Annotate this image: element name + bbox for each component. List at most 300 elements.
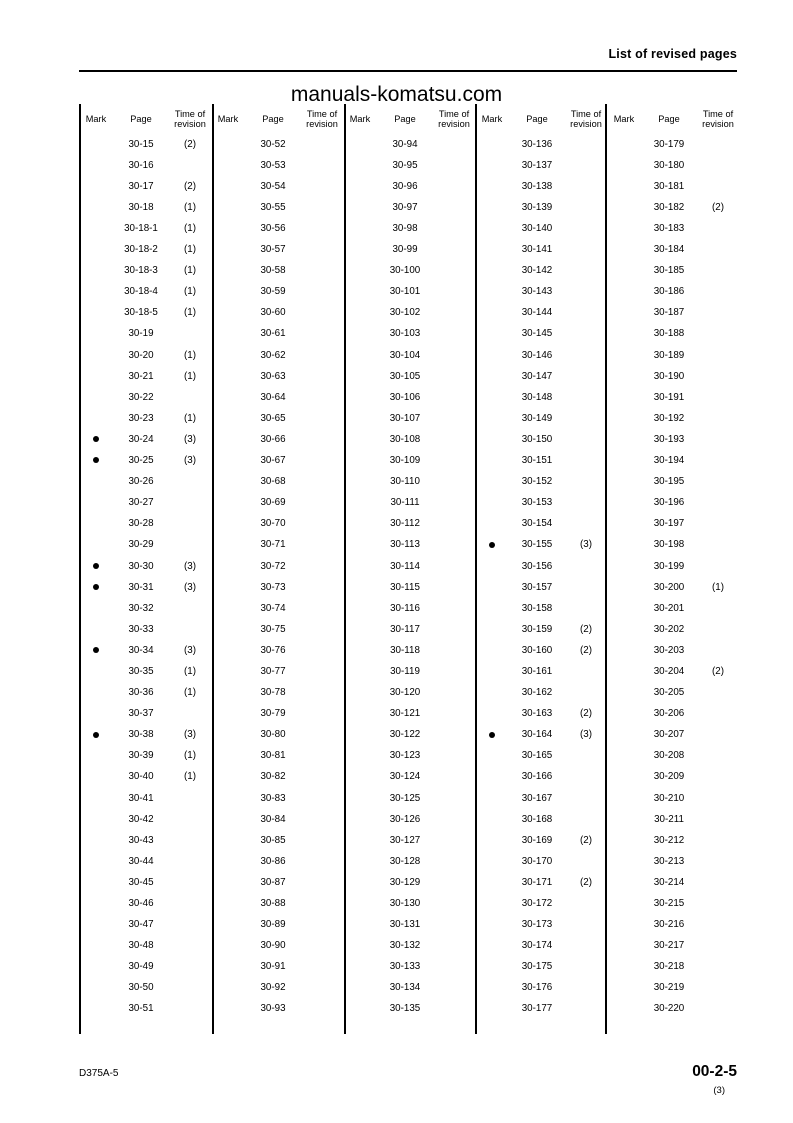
cell-time-of-revision: (1) <box>184 349 196 361</box>
cell-page-number: 30-120 <box>389 687 421 699</box>
table-row <box>79 978 739 999</box>
column-group-separator-1 <box>212 104 214 1034</box>
cell-time-of-revision <box>433 872 475 893</box>
cell-mark-empty <box>607 514 641 535</box>
cell-mark-empty <box>475 640 509 661</box>
table-row <box>79 872 739 893</box>
cell-mark-empty <box>79 893 113 914</box>
cell-mark-empty <box>607 239 641 260</box>
cell-page-number: 30-27 <box>128 497 154 509</box>
cell-mark-empty <box>343 746 377 767</box>
cell-mark-empty <box>607 682 641 703</box>
cell-mark-empty <box>475 619 509 640</box>
header-page-3: Page <box>394 113 416 124</box>
cell-page-number: 30-193 <box>653 433 685 445</box>
table-row <box>79 366 739 387</box>
cell-page-number: 30-145 <box>521 328 553 340</box>
header-page-1: Page <box>130 113 152 124</box>
cell-page-number: 30-142 <box>521 265 553 277</box>
cell-mark-empty <box>79 535 113 556</box>
header-mark-1: Mark <box>85 113 107 124</box>
cell-mark-empty <box>211 788 245 809</box>
cell-page-number: 30-176 <box>521 982 553 994</box>
cell-time-of-revision <box>565 851 607 872</box>
cell-time-of-revision <box>169 830 211 851</box>
cell-time-of-revision <box>697 640 739 661</box>
cell-page-number: 30-173 <box>521 919 553 931</box>
table-row <box>79 914 739 935</box>
cell-page-number: 30-138 <box>521 180 553 192</box>
cell-time-of-revision <box>169 914 211 935</box>
cell-time-of-revision <box>301 155 343 176</box>
cell-mark-empty <box>79 303 113 324</box>
cell-time-of-revision: (1) <box>184 223 196 235</box>
cell-page-number: 30-94 <box>392 138 418 150</box>
cell-mark-empty <box>79 682 113 703</box>
cell-time-of-revision: (3) <box>184 581 196 593</box>
cell-time-of-revision <box>697 535 739 556</box>
cell-time-of-revision <box>433 788 475 809</box>
cell-mark-empty <box>607 218 641 239</box>
cell-mark-empty <box>211 282 245 303</box>
cell-page-number: 30-158 <box>521 602 553 614</box>
cell-page-number: 30-45 <box>128 876 154 888</box>
cell-page-number: 30-46 <box>128 898 154 910</box>
cell-mark-empty <box>79 387 113 408</box>
cell-mark-empty <box>343 767 377 788</box>
cell-mark-empty <box>211 450 245 471</box>
cell-time-of-revision <box>433 366 475 387</box>
cell-time-of-revision <box>301 746 343 767</box>
cell-time-of-revision <box>169 957 211 978</box>
table-row <box>79 809 739 830</box>
cell-time-of-revision <box>433 218 475 239</box>
cell-page-number: 30-124 <box>389 771 421 783</box>
cell-page-number: 30-210 <box>653 792 685 804</box>
cell-time-of-revision <box>697 682 739 703</box>
cell-mark-empty <box>343 282 377 303</box>
header-mark-2: Mark <box>217 113 239 124</box>
cell-time-of-revision <box>697 239 739 260</box>
cell-mark-empty <box>211 303 245 324</box>
cell-mark-empty <box>607 978 641 999</box>
cell-page-number: 30-102 <box>389 307 421 319</box>
cell-page-number: 30-29 <box>128 539 154 551</box>
cell-page-number: 30-57 <box>260 244 286 256</box>
cell-mark-empty <box>343 429 377 450</box>
header-page-4: Page <box>526 113 548 124</box>
table-row <box>79 303 739 324</box>
cell-page-number: 30-18-2 <box>124 244 158 256</box>
cell-mark-empty <box>475 239 509 260</box>
cell-mark-empty <box>79 809 113 830</box>
table-row <box>79 472 739 493</box>
cell-page-number: 30-143 <box>521 286 553 298</box>
cell-page-number: 30-199 <box>653 560 685 572</box>
cell-time-of-revision <box>433 514 475 535</box>
cell-time-of-revision <box>301 218 343 239</box>
cell-mark-empty <box>475 176 509 197</box>
cell-mark-empty <box>475 366 509 387</box>
cell-time-of-revision <box>433 725 475 746</box>
cell-time-of-revision: (3) <box>184 644 196 656</box>
cell-page-number: 30-171 <box>521 876 553 888</box>
table-row <box>79 999 739 1020</box>
cell-mark-empty <box>607 324 641 345</box>
cell-mark-empty <box>475 450 509 471</box>
cell-time-of-revision <box>301 999 343 1020</box>
cell-mark-empty <box>343 682 377 703</box>
cell-mark-empty <box>211 893 245 914</box>
header-time-line2: revision <box>570 119 602 129</box>
cell-page-number: 30-185 <box>653 265 685 277</box>
cell-mark-empty <box>475 577 509 598</box>
cell-mark-empty <box>343 872 377 893</box>
cell-page-number: 30-211 <box>654 813 684 825</box>
cell-mark-empty <box>79 661 113 682</box>
cell-mark-empty <box>475 324 509 345</box>
cell-page-number: 30-92 <box>260 982 286 994</box>
cell-time-of-revision <box>301 493 343 514</box>
watermark-text: manuals-komatsu.com <box>290 83 503 106</box>
table-row <box>79 830 739 851</box>
table-row <box>79 725 739 746</box>
cell-page-number: 30-77 <box>260 665 286 677</box>
cell-time-of-revision: (1) <box>184 244 196 256</box>
cell-mark-empty <box>211 598 245 619</box>
cell-page-number: 30-67 <box>260 455 286 467</box>
cell-mark-empty <box>343 619 377 640</box>
cell-page-number: 30-48 <box>128 940 154 952</box>
table-row <box>79 324 739 345</box>
cell-time-of-revision <box>697 893 739 914</box>
cell-time-of-revision <box>697 261 739 282</box>
cell-mark-empty <box>343 493 377 514</box>
cell-page-number: 30-30 <box>128 560 154 572</box>
cell-mark-empty <box>343 725 377 746</box>
cell-page-number: 30-198 <box>653 539 685 551</box>
cell-mark-empty <box>607 725 641 746</box>
cell-time-of-revision <box>169 598 211 619</box>
header-mark-3: Mark <box>349 113 371 124</box>
filled-circle-icon <box>93 732 99 738</box>
cell-page-number: 30-149 <box>521 412 553 424</box>
cell-time-of-revision <box>433 450 475 471</box>
cell-mark-empty <box>607 261 641 282</box>
cell-page-number: 30-23 <box>128 412 154 424</box>
cell-mark-empty <box>79 704 113 725</box>
cell-mark-empty <box>475 155 509 176</box>
cell-page-number: 30-155 <box>521 539 553 551</box>
cell-mark-empty <box>343 239 377 260</box>
column-group-separator-2 <box>344 104 346 1034</box>
cell-page-number: 30-183 <box>653 223 685 235</box>
cell-mark-empty <box>607 282 641 303</box>
cell-mark-empty <box>607 914 641 935</box>
cell-time-of-revision: (1) <box>184 771 196 783</box>
cell-mark-empty <box>211 429 245 450</box>
cell-page-number: 30-215 <box>653 898 685 910</box>
cell-mark-empty <box>343 999 377 1020</box>
cell-time-of-revision: (1) <box>712 581 724 593</box>
cell-time-of-revision <box>697 282 739 303</box>
cell-mark-empty <box>607 746 641 767</box>
table-row <box>79 197 739 218</box>
cell-page-number: 30-32 <box>128 602 154 614</box>
revision-mark-dot <box>475 535 509 556</box>
cell-time-of-revision <box>565 134 607 155</box>
cell-mark-empty <box>211 366 245 387</box>
cell-page-number: 30-51 <box>128 1003 154 1015</box>
cell-mark-empty <box>79 830 113 851</box>
cell-page-number: 30-151 <box>521 455 553 467</box>
table-row <box>79 239 739 260</box>
cell-time-of-revision <box>433 598 475 619</box>
table-row <box>79 767 739 788</box>
cell-time-of-revision <box>565 999 607 1020</box>
cell-time-of-revision: (1) <box>184 201 196 213</box>
cell-mark-empty <box>607 788 641 809</box>
cell-time-of-revision <box>169 851 211 872</box>
cell-page-number: 30-81 <box>260 750 286 762</box>
cell-mark-empty <box>475 788 509 809</box>
cell-time-of-revision <box>301 619 343 640</box>
cell-page-number: 30-59 <box>260 286 286 298</box>
cell-mark-empty <box>607 303 641 324</box>
table-header-row <box>79 104 739 134</box>
cell-mark-empty <box>79 239 113 260</box>
cell-mark-empty <box>607 809 641 830</box>
cell-time-of-revision <box>433 472 475 493</box>
cell-mark-empty <box>607 704 641 725</box>
revision-mark-dot <box>79 725 113 746</box>
cell-time-of-revision <box>697 999 739 1020</box>
cell-time-of-revision <box>697 830 739 851</box>
cell-time-of-revision: (2) <box>712 201 724 213</box>
cell-time-of-revision <box>565 450 607 471</box>
cell-page-number: 30-182 <box>653 201 685 213</box>
cell-page-number: 30-105 <box>389 370 421 382</box>
header-time-of-revision-2 <box>301 104 343 134</box>
column-group-separator-3 <box>475 104 477 1034</box>
cell-mark-empty <box>343 472 377 493</box>
cell-mark-empty <box>607 197 641 218</box>
cell-time-of-revision: (3) <box>184 729 196 741</box>
cell-mark-empty <box>211 324 245 345</box>
cell-time-of-revision <box>301 914 343 935</box>
cell-mark-empty <box>475 872 509 893</box>
cell-page-number: 30-191 <box>653 391 685 403</box>
cell-time-of-revision <box>697 936 739 957</box>
cell-time-of-revision <box>433 999 475 1020</box>
table-row <box>79 704 739 725</box>
cell-time-of-revision <box>169 788 211 809</box>
cell-mark-empty <box>79 598 113 619</box>
cell-mark-empty <box>211 535 245 556</box>
cell-page-number: 30-135 <box>389 1003 421 1015</box>
cell-page-number: 30-41 <box>128 792 154 804</box>
filled-circle-icon <box>93 563 99 569</box>
cell-time-of-revision: (3) <box>184 455 196 467</box>
cell-mark-empty <box>607 450 641 471</box>
cell-mark-empty <box>211 725 245 746</box>
list-of-revised-pages-table <box>79 104 739 1020</box>
table-row <box>79 134 739 155</box>
cell-mark-empty <box>79 282 113 303</box>
cell-time-of-revision <box>565 493 607 514</box>
cell-time-of-revision <box>697 978 739 999</box>
cell-time-of-revision: (2) <box>580 876 592 888</box>
cell-time-of-revision: (1) <box>184 750 196 762</box>
cell-mark-empty <box>211 239 245 260</box>
cell-mark-empty <box>607 493 641 514</box>
cell-page-number: 30-15 <box>128 138 154 150</box>
cell-page-number: 30-62 <box>260 349 286 361</box>
cell-page-number: 30-139 <box>521 201 553 213</box>
cell-time-of-revision <box>301 197 343 218</box>
cell-mark-empty <box>343 303 377 324</box>
cell-page-number: 30-217 <box>653 940 685 952</box>
cell-time-of-revision <box>697 598 739 619</box>
cell-mark-empty <box>343 809 377 830</box>
cell-page-number: 30-123 <box>389 750 421 762</box>
table-row <box>79 345 739 366</box>
cell-time-of-revision <box>301 514 343 535</box>
cell-page-number: 30-175 <box>521 961 553 973</box>
cell-mark-empty <box>79 472 113 493</box>
cell-mark-empty <box>607 957 641 978</box>
cell-time-of-revision <box>301 830 343 851</box>
cell-mark-empty <box>475 809 509 830</box>
cell-mark-empty <box>79 176 113 197</box>
cell-time-of-revision <box>565 978 607 999</box>
cell-time-of-revision <box>433 957 475 978</box>
cell-page-number: 30-40 <box>128 771 154 783</box>
cell-time-of-revision <box>433 303 475 324</box>
cell-mark-empty <box>607 661 641 682</box>
cell-mark-empty <box>343 535 377 556</box>
cell-page-number: 30-56 <box>260 223 286 235</box>
cell-page-number: 30-192 <box>653 412 685 424</box>
table-row <box>79 577 739 598</box>
cell-time-of-revision: (1) <box>184 370 196 382</box>
cell-mark-empty <box>475 134 509 155</box>
cell-time-of-revision <box>169 155 211 176</box>
cell-page-number: 30-74 <box>260 602 286 614</box>
cell-time-of-revision <box>301 661 343 682</box>
cell-time-of-revision <box>301 936 343 957</box>
cell-page-number: 30-180 <box>653 159 685 171</box>
cell-mark-empty <box>343 830 377 851</box>
cell-mark-empty <box>343 366 377 387</box>
cell-page-number: 30-104 <box>389 349 421 361</box>
cell-mark-empty <box>79 746 113 767</box>
cell-page-number: 30-196 <box>653 497 685 509</box>
cell-time-of-revision: (3) <box>184 560 196 572</box>
cell-time-of-revision <box>433 577 475 598</box>
cell-mark-empty <box>475 851 509 872</box>
cell-time-of-revision <box>301 366 343 387</box>
cell-time-of-revision <box>301 134 343 155</box>
cell-mark-empty <box>211 936 245 957</box>
cell-time-of-revision <box>169 514 211 535</box>
cell-time-of-revision <box>565 303 607 324</box>
cell-mark-empty <box>79 408 113 429</box>
cell-page-number: 30-129 <box>389 876 421 888</box>
cell-mark-empty <box>79 261 113 282</box>
cell-page-number: 30-137 <box>521 159 553 171</box>
cell-mark-empty <box>607 134 641 155</box>
cell-mark-empty <box>211 155 245 176</box>
cell-mark-empty <box>211 345 245 366</box>
cell-time-of-revision <box>565 408 607 429</box>
cell-page-number: 30-194 <box>653 455 685 467</box>
cell-page-number: 30-71 <box>260 539 286 551</box>
cell-mark-empty <box>475 661 509 682</box>
cell-mark-empty <box>211 809 245 830</box>
cell-time-of-revision <box>565 197 607 218</box>
table-row <box>79 218 739 239</box>
cell-time-of-revision <box>433 493 475 514</box>
cell-time-of-revision <box>301 324 343 345</box>
cell-mark-empty <box>475 830 509 851</box>
cell-time-of-revision <box>565 682 607 703</box>
cell-time-of-revision: (2) <box>580 708 592 720</box>
cell-mark-empty <box>343 218 377 239</box>
cell-page-number: 30-18 <box>128 201 154 213</box>
cell-mark-empty <box>79 218 113 239</box>
cell-mark-empty <box>343 957 377 978</box>
cell-time-of-revision <box>697 851 739 872</box>
table-body <box>79 134 739 1020</box>
cell-mark-empty <box>343 914 377 935</box>
cell-time-of-revision <box>697 514 739 535</box>
cell-time-of-revision <box>697 218 739 239</box>
cell-mark-empty <box>607 577 641 598</box>
cell-page-number: 30-21 <box>128 370 154 382</box>
cell-page-number: 30-209 <box>653 771 685 783</box>
cell-time-of-revision <box>697 408 739 429</box>
cell-page-number: 30-39 <box>128 750 154 762</box>
cell-time-of-revision <box>565 282 607 303</box>
cell-mark-empty <box>475 218 509 239</box>
cell-time-of-revision <box>697 366 739 387</box>
cell-time-of-revision: (3) <box>580 539 592 551</box>
cell-time-of-revision <box>565 914 607 935</box>
cell-page-number: 30-195 <box>653 476 685 488</box>
page-title: List of revised pages <box>608 47 737 61</box>
cell-page-number: 30-65 <box>260 412 286 424</box>
cell-page-number: 30-78 <box>260 687 286 699</box>
cell-mark-empty <box>211 914 245 935</box>
cell-page-number: 30-164 <box>521 729 553 741</box>
header-time-line2: revision <box>702 119 734 129</box>
cell-mark-empty <box>343 408 377 429</box>
cell-page-number: 30-95 <box>392 159 418 171</box>
cell-page-number: 30-103 <box>389 328 421 340</box>
cell-page-number: 30-96 <box>392 180 418 192</box>
table-row <box>79 261 739 282</box>
cell-time-of-revision <box>565 218 607 239</box>
cell-page-number: 30-162 <box>521 687 553 699</box>
cell-time-of-revision <box>565 176 607 197</box>
cell-page-number: 30-189 <box>653 349 685 361</box>
header-time-line2: revision <box>174 119 206 129</box>
cell-time-of-revision <box>565 577 607 598</box>
table-row <box>79 514 739 535</box>
cell-page-number: 30-168 <box>521 813 553 825</box>
cell-page-number: 30-127 <box>389 834 421 846</box>
